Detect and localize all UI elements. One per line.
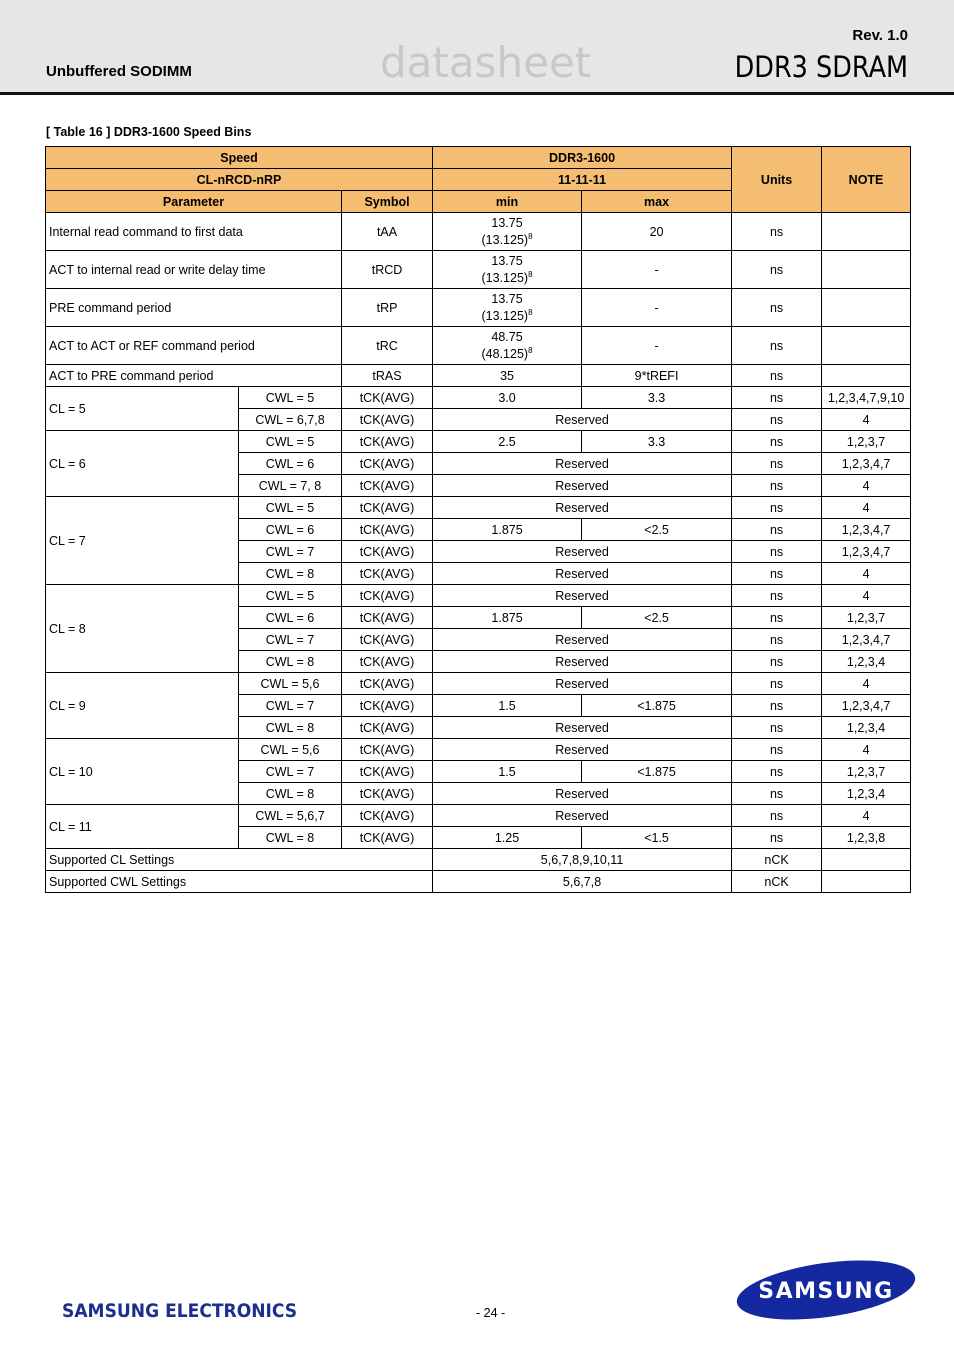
min-cell: 3.0 bbox=[433, 387, 582, 409]
cwl-cell: CWL = 8 bbox=[239, 783, 342, 805]
max-cell: <2.5 bbox=[582, 607, 732, 629]
reserved-cell: Reserved bbox=[433, 739, 732, 761]
supported-label-cell: Supported CL Settings bbox=[46, 849, 433, 871]
cwl-cell: CWL = 5 bbox=[239, 431, 342, 453]
symbol-cell: tCK(AVG) bbox=[342, 431, 433, 453]
symbol-cell: tCK(AVG) bbox=[342, 585, 433, 607]
symbol-cell: tAA bbox=[342, 213, 433, 251]
symbol-cell: tRCD bbox=[342, 251, 433, 289]
symbol-cell: tCK(AVG) bbox=[342, 629, 433, 651]
symbol-cell: tCK(AVG) bbox=[342, 717, 433, 739]
cwl-cell: CWL = 7 bbox=[239, 761, 342, 783]
units-cell: ns bbox=[732, 717, 822, 739]
min-cell: 1.5 bbox=[433, 695, 582, 717]
table-row bbox=[46, 387, 911, 409]
units-cell: ns bbox=[732, 289, 822, 327]
datasheet-watermark: datasheet bbox=[380, 38, 592, 87]
cl-label-header: CL-nRCD-nRP bbox=[46, 169, 433, 191]
reserved-cell: Reserved bbox=[433, 673, 732, 695]
min-cell: 2.5 bbox=[433, 431, 582, 453]
max-cell: <1.5 bbox=[582, 827, 732, 849]
table-row bbox=[46, 213, 911, 251]
note-cell: 1,2,3,7 bbox=[822, 431, 911, 453]
table-row bbox=[46, 289, 911, 327]
symbol-cell: tCK(AVG) bbox=[342, 827, 433, 849]
table-row bbox=[46, 327, 911, 365]
footnote-ref: 8 bbox=[528, 269, 533, 279]
units-cell: ns bbox=[732, 387, 822, 409]
speed-bins-table bbox=[45, 146, 911, 893]
max-header: max bbox=[582, 191, 732, 213]
min-alt-value: (48.125) bbox=[481, 347, 529, 362]
note-cell: 4 bbox=[822, 805, 911, 827]
note-cell bbox=[822, 327, 911, 365]
units-cell: ns bbox=[732, 563, 822, 585]
note-cell: 1,2,3,4,7 bbox=[822, 695, 911, 717]
symbol-cell: tRP bbox=[342, 289, 433, 327]
table-row bbox=[46, 497, 911, 519]
note-cell bbox=[822, 849, 911, 871]
cwl-cell: CWL = 8 bbox=[239, 717, 342, 739]
units-cell: ns bbox=[732, 213, 822, 251]
units-cell: ns bbox=[732, 827, 822, 849]
symbol-cell: tCK(AVG) bbox=[342, 541, 433, 563]
document-title: DDR3 SDRAM bbox=[734, 50, 908, 84]
page-header bbox=[0, 0, 954, 95]
units-cell: ns bbox=[732, 251, 822, 289]
max-cell: <1.875 bbox=[582, 695, 732, 717]
note-cell: 1,2,3,8 bbox=[822, 827, 911, 849]
min-alt-value: (13.125) bbox=[481, 309, 529, 324]
symbol-cell: tCK(AVG) bbox=[342, 651, 433, 673]
min-alt-value: (13.125) bbox=[481, 233, 529, 248]
note-cell: 1,2,3,4 bbox=[822, 783, 911, 805]
symbol-cell: tCK(AVG) bbox=[342, 519, 433, 541]
max-cell: 20 bbox=[582, 213, 732, 251]
min-value: 13.75 bbox=[491, 215, 523, 230]
timing-header: 11-11-11 bbox=[433, 169, 732, 191]
reserved-cell: Reserved bbox=[433, 563, 732, 585]
units-cell: ns bbox=[732, 783, 822, 805]
cwl-cell: CWL = 7 bbox=[239, 629, 342, 651]
cwl-cell: CWL = 5 bbox=[239, 585, 342, 607]
note-cell: 1,2,3,7 bbox=[822, 607, 911, 629]
units-cell: ns bbox=[732, 585, 822, 607]
header-row-speed bbox=[46, 147, 911, 169]
min-cell: 1.25 bbox=[433, 827, 582, 849]
units-cell: ns bbox=[732, 739, 822, 761]
max-cell: 9*tREFI bbox=[582, 365, 732, 387]
units-cell: ns bbox=[732, 409, 822, 431]
symbol-cell: tCK(AVG) bbox=[342, 673, 433, 695]
cl-cell: CL = 6 bbox=[46, 431, 239, 497]
parameter-cell: ACT to internal read or write delay time bbox=[46, 251, 342, 289]
min-cell: 35 bbox=[433, 365, 582, 387]
cl-cell: CL = 9 bbox=[46, 673, 239, 739]
cwl-cell: CWL = 8 bbox=[239, 651, 342, 673]
cl-cell: CL = 7 bbox=[46, 497, 239, 585]
samsung-logo bbox=[734, 1258, 918, 1322]
cwl-cell: CWL = 5,6 bbox=[239, 739, 342, 761]
cl-cell: CL = 10 bbox=[46, 739, 239, 805]
cl-cell: CL = 11 bbox=[46, 805, 239, 849]
reserved-cell: Reserved bbox=[433, 805, 732, 827]
cwl-cell: CWL = 6 bbox=[239, 607, 342, 629]
supported-value-cell: 5,6,7,8 bbox=[433, 871, 732, 893]
units-cell: ns bbox=[732, 607, 822, 629]
min-cell bbox=[433, 213, 582, 251]
min-cell bbox=[433, 289, 582, 327]
cwl-cell: CWL = 7, 8 bbox=[239, 475, 342, 497]
units-cell: ns bbox=[732, 365, 822, 387]
reserved-cell: Reserved bbox=[433, 783, 732, 805]
min-value: 13.75 bbox=[491, 291, 523, 306]
symbol-cell: tCK(AVG) bbox=[342, 563, 433, 585]
table-row bbox=[46, 739, 911, 761]
revision-label: Rev. 1.0 bbox=[852, 27, 908, 44]
min-value: 13.75 bbox=[491, 253, 523, 268]
max-cell: - bbox=[582, 251, 732, 289]
min-cell bbox=[433, 251, 582, 289]
note-cell bbox=[822, 289, 911, 327]
reserved-cell: Reserved bbox=[433, 629, 732, 651]
units-cell: ns bbox=[732, 497, 822, 519]
symbol-cell: tRAS bbox=[342, 365, 433, 387]
table-row bbox=[46, 871, 911, 893]
note-cell: 1,2,3,4,7,9,10 bbox=[822, 387, 911, 409]
cwl-cell: CWL = 7 bbox=[239, 695, 342, 717]
max-cell: <2.5 bbox=[582, 519, 732, 541]
units-cell: ns bbox=[732, 761, 822, 783]
symbol-cell: tCK(AVG) bbox=[342, 739, 433, 761]
symbol-cell: tCK(AVG) bbox=[342, 695, 433, 717]
table-row bbox=[46, 585, 911, 607]
table-caption: [ Table 16 ] DDR3-1600 Speed Bins bbox=[46, 125, 252, 139]
units-cell: nCK bbox=[732, 871, 822, 893]
reserved-cell: Reserved bbox=[433, 541, 732, 563]
note-cell: 1,2,3,7 bbox=[822, 761, 911, 783]
cwl-cell: CWL = 6,7,8 bbox=[239, 409, 342, 431]
max-cell: - bbox=[582, 289, 732, 327]
reserved-cell: Reserved bbox=[433, 409, 732, 431]
note-cell: 4 bbox=[822, 497, 911, 519]
note-header: NOTE bbox=[822, 147, 911, 213]
page-number: - 24 - bbox=[476, 1306, 506, 1320]
note-cell: 1,2,3,4 bbox=[822, 717, 911, 739]
note-cell: 1,2,3,4,7 bbox=[822, 453, 911, 475]
cwl-cell: CWL = 5,6,7 bbox=[239, 805, 342, 827]
symbol-cell: tCK(AVG) bbox=[342, 387, 433, 409]
footnote-ref: 8 bbox=[528, 307, 533, 317]
units-cell: ns bbox=[732, 453, 822, 475]
units-cell: ns bbox=[732, 327, 822, 365]
parameter-cell: PRE command period bbox=[46, 289, 342, 327]
note-cell: 1,2,3,4 bbox=[822, 651, 911, 673]
symbol-cell: tCK(AVG) bbox=[342, 475, 433, 497]
reserved-cell: Reserved bbox=[433, 453, 732, 475]
min-cell: 1.5 bbox=[433, 761, 582, 783]
symbol-cell: tCK(AVG) bbox=[342, 453, 433, 475]
grade-header: DDR3-1600 bbox=[433, 147, 732, 169]
table-row bbox=[46, 805, 911, 827]
symbol-cell: tCK(AVG) bbox=[342, 607, 433, 629]
note-cell bbox=[822, 213, 911, 251]
footnote-ref: 8 bbox=[528, 345, 533, 355]
units-cell: ns bbox=[732, 695, 822, 717]
note-cell: 1,2,3,4,7 bbox=[822, 629, 911, 651]
units-header: Units bbox=[732, 147, 822, 213]
reserved-cell: Reserved bbox=[433, 651, 732, 673]
cwl-cell: CWL = 7 bbox=[239, 541, 342, 563]
units-cell: ns bbox=[732, 651, 822, 673]
symbol-cell: tCK(AVG) bbox=[342, 497, 433, 519]
cwl-cell: CWL = 6 bbox=[239, 453, 342, 475]
note-cell: 4 bbox=[822, 563, 911, 585]
table-row bbox=[46, 251, 911, 289]
cl-cell: CL = 5 bbox=[46, 387, 239, 431]
units-cell: ns bbox=[732, 519, 822, 541]
symbol-cell: tRC bbox=[342, 327, 433, 365]
logo-text: SAMSUNG bbox=[758, 1279, 894, 1304]
min-alt-value: (13.125) bbox=[481, 271, 529, 286]
note-cell: 4 bbox=[822, 475, 911, 497]
reserved-cell: Reserved bbox=[433, 497, 732, 519]
supported-label-cell: Supported CWL Settings bbox=[46, 871, 433, 893]
cwl-cell: CWL = 8 bbox=[239, 563, 342, 585]
reserved-cell: Reserved bbox=[433, 585, 732, 607]
parameter-cell: Internal read command to first data bbox=[46, 213, 342, 251]
supported-value-cell: 5,6,7,8,9,10,11 bbox=[433, 849, 732, 871]
speed-header: Speed bbox=[46, 147, 433, 169]
footnote-ref: 8 bbox=[528, 231, 533, 241]
min-value: 48.75 bbox=[491, 329, 523, 344]
min-cell: 1.875 bbox=[433, 607, 582, 629]
reserved-cell: Reserved bbox=[433, 717, 732, 739]
cwl-cell: CWL = 5,6 bbox=[239, 673, 342, 695]
max-cell: 3.3 bbox=[582, 431, 732, 453]
cl-cell: CL = 8 bbox=[46, 585, 239, 673]
footer-brand: SAMSUNG ELECTRONICS bbox=[62, 1300, 298, 1322]
max-cell: <1.875 bbox=[582, 761, 732, 783]
units-cell: ns bbox=[732, 673, 822, 695]
note-cell: 1,2,3,4,7 bbox=[822, 519, 911, 541]
table-row bbox=[46, 849, 911, 871]
cwl-cell: CWL = 6 bbox=[239, 519, 342, 541]
max-cell: 3.3 bbox=[582, 387, 732, 409]
symbol-cell: tCK(AVG) bbox=[342, 761, 433, 783]
parameter-cell: ACT to ACT or REF command period bbox=[46, 327, 342, 365]
max-cell: - bbox=[582, 327, 732, 365]
note-cell: 1,2,3,4,7 bbox=[822, 541, 911, 563]
cwl-cell: CWL = 5 bbox=[239, 387, 342, 409]
units-cell: nCK bbox=[732, 849, 822, 871]
note-cell bbox=[822, 251, 911, 289]
symbol-header: Symbol bbox=[342, 191, 433, 213]
note-cell: 4 bbox=[822, 673, 911, 695]
table-row bbox=[46, 365, 911, 387]
table-row bbox=[46, 673, 911, 695]
symbol-cell: tCK(AVG) bbox=[342, 783, 433, 805]
cwl-cell: CWL = 5 bbox=[239, 497, 342, 519]
parameter-header: Parameter bbox=[46, 191, 342, 213]
units-cell: ns bbox=[732, 629, 822, 651]
symbol-cell: tCK(AVG) bbox=[342, 805, 433, 827]
product-type: Unbuffered SODIMM bbox=[46, 63, 192, 80]
units-cell: ns bbox=[732, 805, 822, 827]
note-cell: 4 bbox=[822, 409, 911, 431]
min-header: min bbox=[433, 191, 582, 213]
note-cell: 4 bbox=[822, 739, 911, 761]
cwl-cell: CWL = 8 bbox=[239, 827, 342, 849]
min-cell bbox=[433, 327, 582, 365]
reserved-cell: Reserved bbox=[433, 475, 732, 497]
units-cell: ns bbox=[732, 475, 822, 497]
table-row bbox=[46, 431, 911, 453]
note-cell bbox=[822, 365, 911, 387]
note-cell bbox=[822, 871, 911, 893]
symbol-cell: tCK(AVG) bbox=[342, 409, 433, 431]
min-cell: 1.875 bbox=[433, 519, 582, 541]
units-cell: ns bbox=[732, 431, 822, 453]
units-cell: ns bbox=[732, 541, 822, 563]
parameter-cell: ACT to PRE command period bbox=[46, 365, 342, 387]
note-cell: 4 bbox=[822, 585, 911, 607]
